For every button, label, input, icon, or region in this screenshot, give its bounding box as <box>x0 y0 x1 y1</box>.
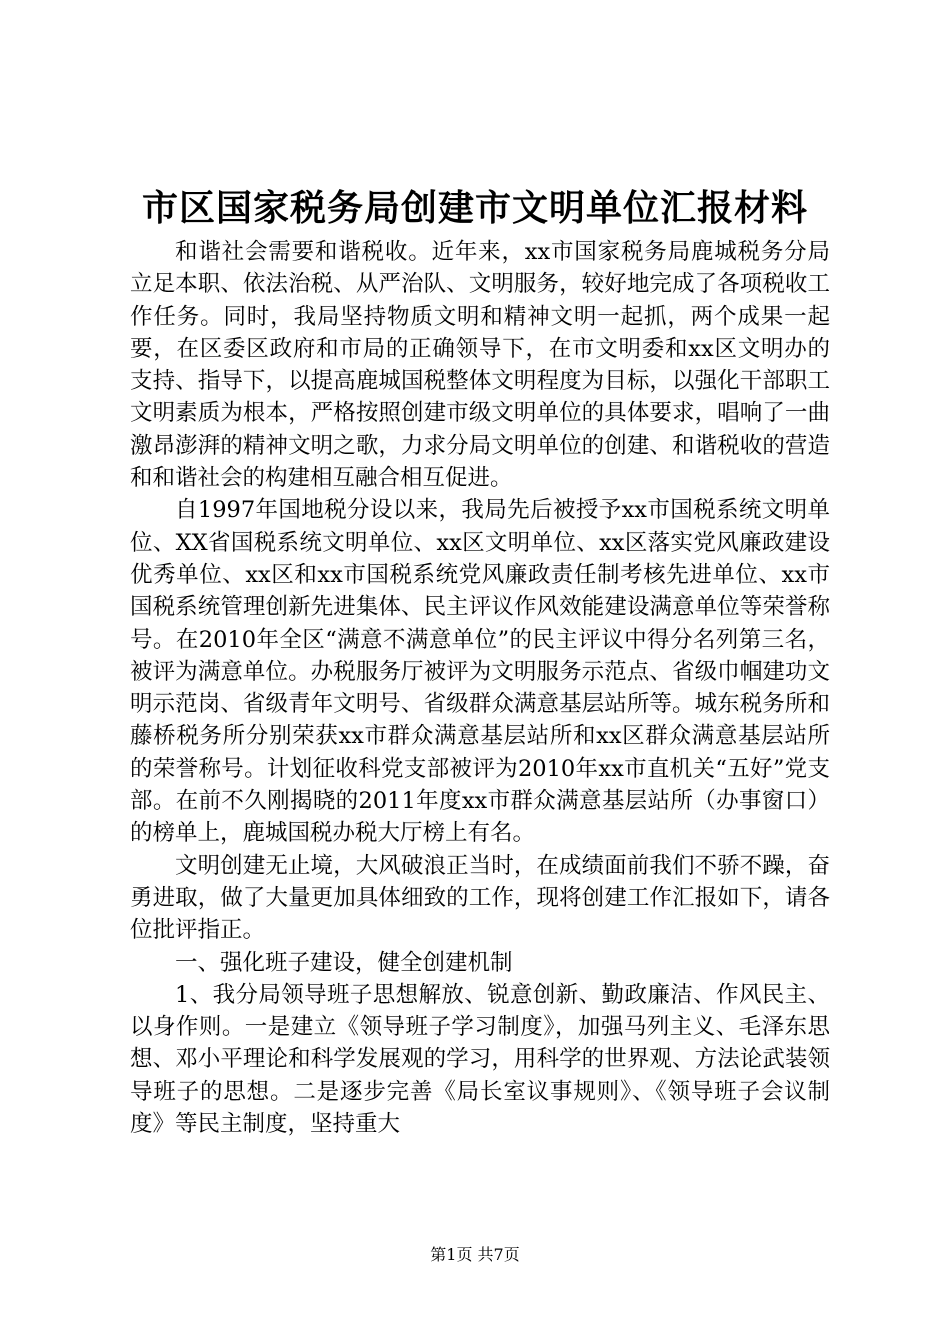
paragraph-honors: 自1997年国地税分设以来，我局先后被授予xx市国税系统文明单位、XX省国税系统文明单位、xx区文明单位、xx区落实党风廉政建设优秀单位、xx区和xx市国税系统党风廉政责任制考核先进单位、xx市国税系统管理创新先进集体、民主评议作风效能建设满意单位等荣誉称号。在2010年全区“满意不满意单位”的民主评议中得分名列第三名，被评为满意单位。办税服务厅被评为文明服务示范点、省级巾帼建功文明示范岗、省级青年文明号、省级群众满意基层站所等。城东税务所和藤桥税务所分别荣获xx市群众满意基层站所和xx区群众满意基层站所的荣誉称号。计划征收科党支部被评为2010年xx市直机关“五好”党支部。在前不久刚揭晓的2011年度xx市群众满意基层站所（办事窗口）的榜单上，鹿城国税办税大厅榜上有名。 <box>130 497 830 847</box>
page-number-footer: 第1页 共7页 <box>430 1245 520 1264</box>
section-heading: 一、强化班子建设，健全创建机制 <box>175 949 513 976</box>
document-title: 市区国家税务局创建市文明单位汇报材料 <box>141 187 808 229</box>
paragraph-intro: 和谐社会需要和谐税收。近年来，xx市国家税务局鹿城税务分局立足本职、依法治税、从严治队、文明服务，较好地完成了各项税收工作任务。同时，我局坚持物质文明和精神文明一起抓，两个成果一起要，在区委区政府和市局的正确领导下，在市文明委和xx区文明办的支持、指导下，以提高鹿城国税整体文明程度为目标，以强化干部职工文明素质为根本，严格按照创建市级文明单位的具体要求，唱响了一曲激昂澎湃的精神文明之歌，力求分局文明单位的创建、和谐税收的营造和和谐社会的构建相互融合相互促进。 <box>130 239 830 492</box>
paragraph-leadership: 1、我分局领导班子思想解放、锐意创新、勤政廉洁、作风民主、以身作则。一是建立《领导班子学习制度》，加强马列主义、毛泽东思想、邓小平理论和科学发展观的学习，用科学的世界观、方法论武装领导班子的思想。二是逐步完善《局长室议事规则》、《领导班子会议制度》等民主制度，坚持重大 <box>130 981 830 1138</box>
document-body <box>130 236 830 1140</box>
paragraph-summary: 文明创建无止境，大风破浪正当时，在成绩面前我们不骄不躁，奋勇进取，做了大量更加具体细致的工作，现将创建工作汇报如下，请各位批评指正。 <box>130 852 830 944</box>
